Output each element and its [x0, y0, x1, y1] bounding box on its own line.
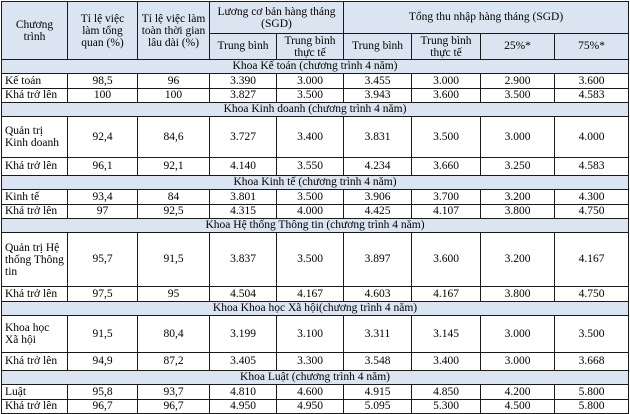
- total-median-cell: 3.700: [412, 190, 481, 205]
- total-mean-cell: 4.915: [344, 385, 412, 400]
- total-mean-cell: 4.234: [344, 158, 412, 176]
- total-p75-cell: 5.800: [555, 400, 629, 414]
- longterm-rate-cell: 87,2: [138, 353, 210, 371]
- basic-mean-cell: 3.727: [210, 117, 277, 158]
- total-median-cell: 4.107: [412, 205, 481, 219]
- overall-rate-cell: 94,9: [68, 353, 138, 371]
- header-total-median: Trung bình thực tế: [412, 34, 481, 60]
- basic-mean-cell: 4.140: [210, 158, 277, 176]
- basic-mean-cell: 3.199: [210, 316, 277, 353]
- header-basic-salary: Lương cơ bản hàng tháng (SGD): [210, 2, 344, 34]
- program-cell: Khá trở lên: [2, 400, 68, 414]
- total-mean-cell: 5.095: [344, 400, 412, 414]
- total-median-cell: 3.500: [412, 117, 481, 158]
- section-title: Khoa Kế toán (chương trình 4 năm): [2, 60, 629, 74]
- program-cell: Khá trở lên: [2, 353, 68, 371]
- overall-rate-cell: 91,5: [68, 316, 138, 353]
- table-row: [2, 353, 629, 371]
- longterm-rate-cell: 84,6: [138, 117, 210, 158]
- total-p25-cell: 3.250: [481, 158, 555, 176]
- program-cell: Quản trị Hệ thống Thông tin: [2, 233, 68, 287]
- basic-mean-cell: 4.504: [210, 287, 277, 302]
- basic-median-cell: 4.167: [277, 287, 344, 302]
- table-row: [2, 190, 629, 205]
- overall-rate-cell: 95,8: [68, 385, 138, 400]
- table-row: [2, 233, 629, 287]
- table-row: [2, 117, 629, 158]
- longterm-rate-cell: 92,1: [138, 158, 210, 176]
- header-total-income: Tổng thu nhập hàng tháng (SGD): [344, 2, 629, 34]
- total-p25-cell: 3.500: [481, 89, 555, 103]
- basic-median-cell: 4.000: [277, 205, 344, 219]
- basic-mean-cell: 3.827: [210, 89, 277, 103]
- total-p75-cell: 4.167: [555, 233, 629, 287]
- longterm-rate-cell: 84: [138, 190, 210, 205]
- total-p75-cell: 5.800: [555, 385, 629, 400]
- total-mean-cell: 3.311: [344, 316, 412, 353]
- overall-rate-cell: 100: [68, 89, 138, 103]
- table-row: [2, 74, 629, 89]
- total-mean-cell: 3.897: [344, 233, 412, 287]
- total-mean-cell: 3.906: [344, 190, 412, 205]
- table-row: [2, 89, 629, 103]
- total-p25-cell: 4.200: [481, 385, 555, 400]
- longterm-rate-cell: 80,4: [138, 316, 210, 353]
- section-title: Khoa Luật (chương trình 4 năm): [2, 371, 629, 385]
- section-title: Khoa Hệ thống Thông tin (chương trình 4 năm): [2, 219, 629, 233]
- basic-median-cell: 4.600: [277, 385, 344, 400]
- total-median-cell: 4.167: [412, 287, 481, 302]
- program-cell: Khá trở lên: [2, 205, 68, 219]
- basic-mean-cell: 3.801: [210, 190, 277, 205]
- table-row: [2, 316, 629, 353]
- overall-rate-cell: 96,7: [68, 400, 138, 414]
- header-basic-mean: Trung bình: [210, 34, 277, 60]
- total-median-cell: 3.600: [412, 89, 481, 103]
- basic-median-cell: 3.500: [277, 190, 344, 205]
- section-header-row: [2, 60, 629, 74]
- total-p75-cell: 4.750: [555, 287, 629, 302]
- total-median-cell: 3.660: [412, 158, 481, 176]
- overall-rate-cell: 97: [68, 205, 138, 219]
- total-median-cell: 3.000: [412, 74, 481, 89]
- longterm-rate-cell: 100: [138, 89, 210, 103]
- total-p75-cell: 4.750: [555, 205, 629, 219]
- header-overall-rate: Tỉ lệ việc làm tổng quan (%): [68, 2, 138, 60]
- longterm-rate-cell: 96,7: [138, 400, 210, 414]
- total-p25-cell: 3.000: [481, 316, 555, 353]
- program-cell: Quản trị Kinh doanh: [2, 117, 68, 158]
- table-row: [2, 205, 629, 219]
- total-p25-cell: 3.200: [481, 190, 555, 205]
- table-row: [2, 385, 629, 400]
- basic-median-cell: 3.300: [277, 353, 344, 371]
- total-median-cell: 4.850: [412, 385, 481, 400]
- section-header-row: [2, 219, 629, 233]
- program-cell: Khoa học Xã hội: [2, 316, 68, 353]
- table-row: [2, 287, 629, 302]
- longterm-rate-cell: 96: [138, 74, 210, 89]
- total-median-cell: 3.400: [412, 353, 481, 371]
- section-title: Khoa Khoa học Xã hội(chương trình 4 năm): [2, 302, 629, 316]
- program-cell: Khá trở lên: [2, 158, 68, 176]
- basic-mean-cell: 4.810: [210, 385, 277, 400]
- total-p25-cell: 3.200: [481, 233, 555, 287]
- basic-median-cell: 4.950: [277, 400, 344, 414]
- basic-median-cell: 3.100: [277, 316, 344, 353]
- basic-median-cell: 3.500: [277, 89, 344, 103]
- longterm-rate-cell: 91,5: [138, 233, 210, 287]
- longterm-rate-cell: 95: [138, 287, 210, 302]
- basic-mean-cell: 3.405: [210, 353, 277, 371]
- program-cell: Kế toán: [2, 74, 68, 89]
- total-p25-cell: 3.800: [481, 205, 555, 219]
- total-median-cell: 5.300: [412, 400, 481, 414]
- program-cell: Kinh tế: [2, 190, 68, 205]
- basic-median-cell: 3.400: [277, 117, 344, 158]
- total-mean-cell: 3.943: [344, 89, 412, 103]
- basic-median-cell: 3.550: [277, 158, 344, 176]
- total-p75-cell: 4.583: [555, 158, 629, 176]
- overall-rate-cell: 93,4: [68, 190, 138, 205]
- header-longterm-rate: Tỉ lệ việc làm toàn thời gian lâu dài (%): [138, 2, 210, 60]
- total-p75-cell: 3.668: [555, 353, 629, 371]
- program-cell: Khá trở lên: [2, 287, 68, 302]
- total-mean-cell: 3.831: [344, 117, 412, 158]
- longterm-rate-cell: 92,5: [138, 205, 210, 219]
- overall-rate-cell: 96,1: [68, 158, 138, 176]
- overall-rate-cell: 92,4: [68, 117, 138, 158]
- program-cell: Khá trở lên: [2, 89, 68, 103]
- total-mean-cell: 4.603: [344, 287, 412, 302]
- longterm-rate-cell: 93,7: [138, 385, 210, 400]
- total-p75-cell: 3.600: [555, 74, 629, 89]
- header-program: Chương trình: [2, 2, 68, 60]
- overall-rate-cell: 98,5: [68, 74, 138, 89]
- basic-median-cell: 3.000: [277, 74, 344, 89]
- total-p25-cell: 3.000: [481, 353, 555, 371]
- basic-mean-cell: 3.837: [210, 233, 277, 287]
- total-p75-cell: 4.300: [555, 190, 629, 205]
- basic-mean-cell: 4.315: [210, 205, 277, 219]
- overall-rate-cell: 97,5: [68, 287, 138, 302]
- header-total-p25: 25%*: [481, 34, 555, 60]
- total-mean-cell: 3.548: [344, 353, 412, 371]
- table-row: [2, 158, 629, 176]
- total-mean-cell: 4.425: [344, 205, 412, 219]
- total-mean-cell: 3.455: [344, 74, 412, 89]
- basic-mean-cell: 3.390: [210, 74, 277, 89]
- total-median-cell: 3.600: [412, 233, 481, 287]
- section-header-row: [2, 371, 629, 385]
- employment-salary-table: [1, 1, 629, 414]
- basic-median-cell: 3.500: [277, 233, 344, 287]
- section-header-row: [2, 176, 629, 190]
- header-total-p75: 75%*: [555, 34, 629, 60]
- section-title: Khoa Kinh tế (chương trình 4 năm): [2, 176, 629, 190]
- total-p25-cell: 2.900: [481, 74, 555, 89]
- total-p75-cell: 4.583: [555, 89, 629, 103]
- header-basic-median: Trung bình thực tế: [277, 34, 344, 60]
- basic-mean-cell: 4.950: [210, 400, 277, 414]
- overall-rate-cell: 95,7: [68, 233, 138, 287]
- total-median-cell: 3.145: [412, 316, 481, 353]
- header-total-mean: Trung bình: [344, 34, 412, 60]
- total-p25-cell: 4.500: [481, 400, 555, 414]
- section-header-row: [2, 302, 629, 316]
- total-p25-cell: 3.800: [481, 287, 555, 302]
- program-cell: Luật: [2, 385, 68, 400]
- total-p75-cell: 4.000: [555, 117, 629, 158]
- total-p25-cell: 3.000: [481, 117, 555, 158]
- section-header-row: [2, 103, 629, 117]
- total-p75-cell: 3.500: [555, 316, 629, 353]
- section-title: Khoa Kinh doanh (chương trình 4 năm): [2, 103, 629, 117]
